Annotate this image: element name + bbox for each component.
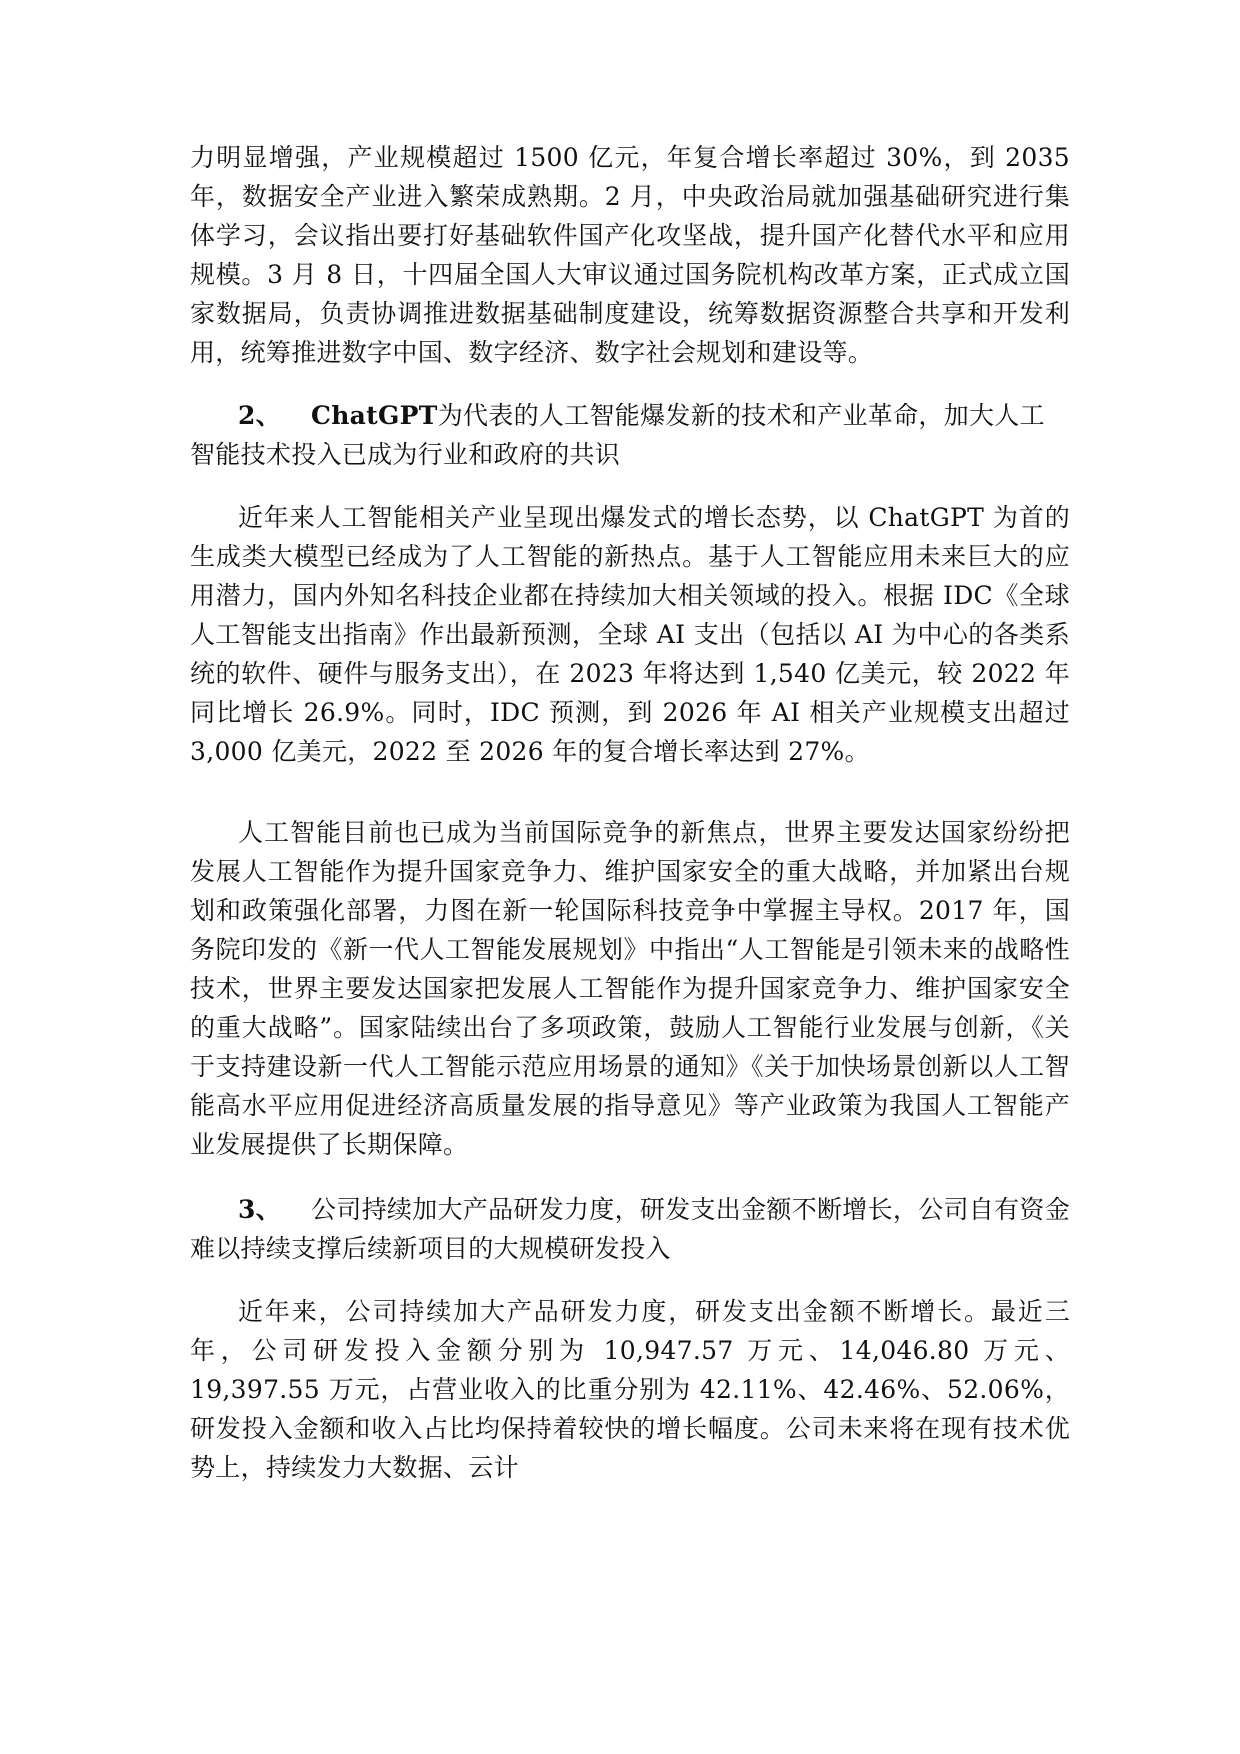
paragraph-policy: 力明显增强，产业规模超过 1500 亿元，年复合增长率超过 30%，到 2035 年，数据安全产业进入繁荣成熟期。2 月，中央政治局就加强基础研究进行集体学习，会议指出要打好基础软件国产化攻坚战，提升国产化替代水平和应用规模。3 月 8 日，十四届全国人大审议通过国务院机构改革方案，正式成立国家数据局，负责协调推进数据基础制度建设，统筹数据资源整合共享和开发利用，统筹推进数字中国、数字经济、数字社会规划和建设等。 xyxy=(190,143,1070,367)
paragraph-gap xyxy=(190,372,1070,396)
document-page xyxy=(190,138,1070,1487)
section-number: 3、 xyxy=(238,1195,281,1224)
paragraph-rd-spending: 近年来，公司持续加大产品研发力度，研发支出金额不断增长。最近三年，公司研发投入金额分别为 10,947.57 万元、14,046.80 万元、19,397.55 万元，占营业收入的比重分别为 42.11%、42.46%、52.06%，研发投入金额和收入占比均保持着较快的增长幅度。公司未来将在现有技术优势上，持续发力大数据、云计 xyxy=(190,1297,1070,1482)
heading-text: 公司持续加大产品研发力度，研发支出金额不断增长，公司自有资金难以持续支撑后续新项目的大规模研发投入 xyxy=(190,1195,1071,1263)
heading-lead-term: ChatGPT xyxy=(311,401,438,430)
paragraph-gap xyxy=(190,1268,1070,1292)
paragraph-gap xyxy=(190,1164,1070,1190)
section-heading-2 xyxy=(190,396,1070,474)
paragraph-gap xyxy=(190,474,1070,498)
section-heading-3 xyxy=(190,1190,1070,1268)
heading-text: 为代表的人工智能爆发新的技术和产业革命，加大人工智能技术投入已成为行业和政府的共识 xyxy=(190,401,1045,469)
paragraph-ai-growth: 近年来人工智能相关产业呈现出爆发式的增长态势，以 ChatGPT 为首的生成类大模型已经成为了人工智能的新热点。基于人工智能应用未来巨大的应用潜力，国内外知名科技企业都在持续加大相关领域的投入。根据 IDC《全球人工智能支出指南》作出最新预测，全球 AI 支出（包括以 AI 为中心的各类系统的软件、硬件与服务支出），在 2023 年将达到 1,540 亿美元，较 2022 年同比增长 26.9%。同时，IDC 预测，到 2026 年 AI 相关产业规模支出超过 3,000 亿美元，2022 至 2026 年的复合增长率达到 27%。 xyxy=(190,503,1070,766)
paragraph-gap xyxy=(190,771,1070,813)
paragraph-ai-competition: 人工智能目前也已成为当前国际竞争的新焦点，世界主要发达国家纷纷把发展人工智能作为提升国家竞争力、维护国家安全的重大战略，并加紧出台规划和政策强化部署，力图在新一轮国际科技竞争中掌握主导权。2017 年，国务院印发的《新一代人工智能发展规划》中指出“人工智能是引领未来的战略性技术，世界主要发达国家把发展人工智能作为提升国家竞争力、维护国家安全的重大战略”。国家陆续出台了多项政策，鼓励人工智能行业发展与创新，《关于支持建设新一代人工智能示范应用场景的通知》《关于加快场景创新以人工智能高水平应用促进经济高质量发展的指导意见》等产业政策为我国人工智能产业发展提供了长期保障。 xyxy=(190,818,1070,1159)
section-number: 2、 xyxy=(238,401,281,430)
